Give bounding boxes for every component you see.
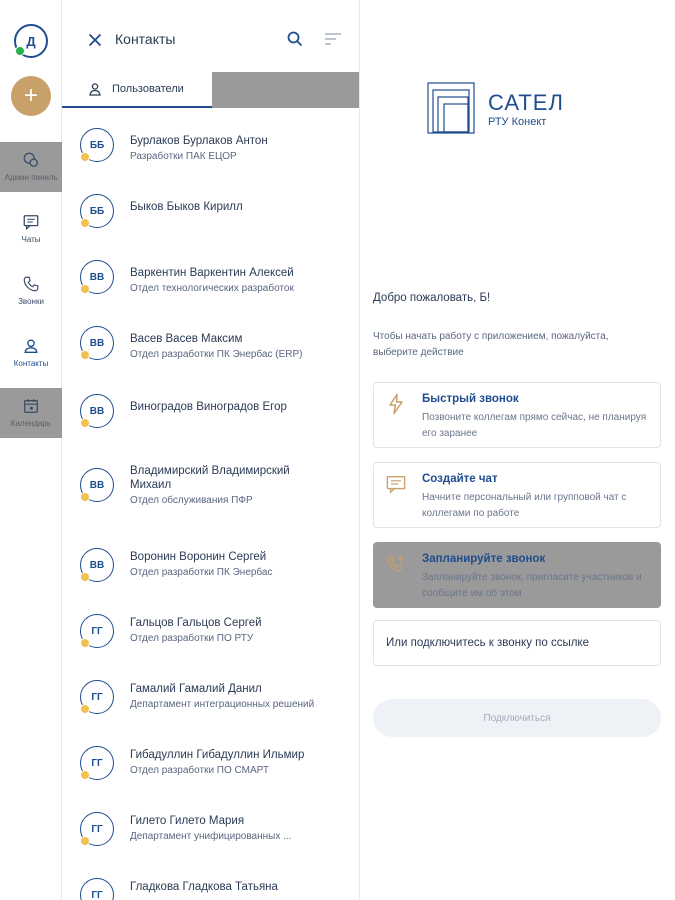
rail-item-calls[interactable] — [0, 266, 62, 316]
rail-item-chats[interactable] — [0, 204, 62, 254]
contact-department: Отдел обслуживания ПФР — [130, 495, 253, 506]
contact-row[interactable] — [62, 112, 360, 178]
contact-avatar — [80, 128, 114, 162]
add-button[interactable] — [11, 76, 51, 116]
contact-row[interactable] — [62, 730, 360, 796]
connect-button-label: Подключиться — [483, 712, 551, 724]
contact-initials: ВВ — [89, 337, 105, 349]
user-avatar[interactable] — [14, 24, 48, 58]
status-dot — [80, 704, 90, 714]
tabs-bar — [62, 72, 360, 108]
rail-item-contacts[interactable] — [0, 328, 62, 378]
status-dot — [80, 152, 90, 162]
contact-name: Виноградов Виноградов Егор — [130, 401, 287, 413]
contact-department: Разработки ПАК ЕЦОР — [130, 151, 237, 162]
contact-avatar — [80, 614, 114, 648]
contact-department: Отдел разработки ПО РТУ — [130, 633, 254, 644]
create-chat-card[interactable] — [373, 462, 661, 528]
card-title: Быстрый звонок — [422, 393, 519, 405]
card-title: Запланируйте звонок — [422, 553, 546, 565]
contact-row[interactable] — [62, 532, 360, 598]
rail-item-label: Админ панель — [4, 173, 58, 183]
contact-initials: ВВ — [89, 479, 105, 491]
connect-button[interactable] — [373, 699, 661, 737]
contact-avatar — [80, 394, 114, 428]
contact-initials: ГГ — [91, 823, 103, 835]
scheduled-call-icon — [386, 553, 406, 575]
contact-initials: ВВ — [89, 405, 105, 417]
panel-title: Контакты — [115, 31, 176, 47]
contact-name: Владимирский Владимирский Михаил — [130, 465, 290, 491]
contact-name: Гальцов Гальцов Сергей — [130, 617, 262, 629]
card-title: Создайте чат — [422, 473, 498, 485]
contact-avatar — [80, 548, 114, 582]
phone-icon — [22, 275, 40, 293]
contact-initials: ВВ — [89, 559, 105, 571]
chat-icon — [22, 213, 40, 231]
contact-initials: ББ — [89, 139, 105, 151]
online-status-dot — [15, 46, 25, 56]
user-icon — [88, 82, 102, 96]
contacts-panel — [62, 0, 360, 900]
main-area — [361, 0, 675, 900]
join-by-link-card[interactable] — [373, 620, 661, 666]
contact-department: Департамент унифицированных ... — [130, 831, 292, 842]
welcome-text: Добро пожаловать, Б! — [373, 292, 491, 304]
contact-row[interactable] — [62, 450, 360, 530]
rail-item-admin-panel[interactable] — [0, 142, 62, 192]
contact-initials: ГГ — [91, 757, 103, 769]
status-dot — [80, 492, 90, 502]
close-icon[interactable] — [88, 33, 102, 47]
contact-avatar — [80, 680, 114, 714]
contact-row[interactable] — [62, 796, 360, 862]
rail-item-label: Контакты — [13, 359, 49, 369]
status-dot — [80, 350, 90, 360]
contact-department: Отдел разработки ПК Энербас (ERP) — [130, 349, 303, 360]
rail-item-calendar[interactable] — [0, 388, 62, 438]
rail-item-label: Звонки — [18, 297, 44, 307]
contact-row[interactable] — [62, 664, 360, 730]
calendar-icon — [22, 397, 40, 415]
contact-name: Васев Васев Максим — [130, 333, 243, 345]
chat-bubble-icon — [386, 473, 406, 495]
contact-row[interactable] — [62, 178, 360, 244]
card-description: Начните персональный или групповой чат с коллегами по работе — [422, 492, 627, 519]
satel-logo-icon — [427, 82, 475, 134]
tab-users[interactable] — [62, 72, 212, 108]
sort-icon[interactable] — [324, 32, 342, 46]
contact-avatar — [80, 878, 114, 900]
status-dot — [80, 770, 90, 780]
contact-name: Гладкова Гладкова Татьяна — [130, 881, 278, 893]
contact-name: Бурлаков Бурлаков Антон — [130, 135, 268, 147]
status-dot — [80, 418, 90, 428]
rail-item-label: Чаты — [21, 235, 41, 245]
status-dot — [80, 284, 90, 294]
status-dot — [80, 572, 90, 582]
lightning-icon — [386, 393, 406, 415]
contact-row[interactable] — [62, 862, 360, 900]
contact-department: Отдел разработки ПО СМАРТ — [130, 765, 269, 776]
contact-initials: ГГ — [91, 691, 103, 703]
welcome-hint: Чтобы начать работу с приложением, пожалуйста, выберите действие — [373, 331, 609, 358]
brand-name: САТЕЛ — [488, 90, 564, 115]
contact-department: Департамент интеграционных решений — [130, 699, 315, 710]
contact-row[interactable] — [62, 244, 360, 310]
schedule-call-card[interactable] — [373, 542, 661, 608]
contact-department: Отдел разработки ПК Энербас — [130, 567, 273, 578]
tab-users-label: Пользователи — [112, 83, 184, 95]
status-dot — [80, 836, 90, 846]
contact-name: Гамалий Гамалий Данил — [130, 683, 262, 695]
contact-initials: ГГ — [91, 625, 103, 637]
admin-panel-icon — [22, 151, 40, 169]
contact-row[interactable] — [62, 598, 360, 664]
search-icon[interactable] — [287, 31, 303, 47]
status-dot — [80, 638, 90, 648]
card-description: Запланируйте звонок, пригласите участников и сообщите им об этом — [422, 572, 642, 599]
contact-name: Гибадуллин Гибадуллин Ильмир — [130, 749, 305, 761]
contact-avatar — [80, 260, 114, 294]
contact-avatar — [80, 326, 114, 360]
contact-department: Отдел технологических разработок — [130, 283, 294, 294]
contact-avatar — [80, 468, 114, 502]
contact-avatar — [80, 746, 114, 780]
contact-avatar — [80, 194, 114, 228]
contact-name: Варкентин Варкентин Алексей — [130, 267, 294, 279]
contact-row[interactable] — [62, 310, 360, 376]
user-avatar-letter: Д — [26, 33, 36, 49]
rail-item-label: Календарь — [10, 419, 52, 429]
contact-initials: ГГ — [91, 889, 103, 900]
status-dot — [80, 218, 90, 228]
contact-name: Быков Быков Кирилл — [130, 201, 243, 213]
contact-initials: ББ — [89, 205, 105, 217]
contacts-icon — [22, 337, 40, 355]
contact-row[interactable] — [62, 376, 360, 442]
quick-call-card[interactable] — [373, 382, 661, 448]
brand-subtitle: РТУ Конект — [488, 116, 547, 128]
card-description: Позвоните коллегам прямо сейчас, не планируя его заранее — [422, 412, 647, 439]
join-by-link-label: Или подключитесь к звонку по ссылке — [386, 637, 589, 649]
contact-name: Гилето Гилето Мария — [130, 815, 245, 827]
plus-icon: + — [23, 82, 38, 109]
contact-name: Воронин Воронин Сергей — [130, 551, 267, 563]
left-rail — [0, 0, 62, 900]
contact-avatar — [80, 812, 114, 846]
panel-header — [62, 0, 360, 72]
contact-initials: ВВ — [89, 271, 105, 283]
